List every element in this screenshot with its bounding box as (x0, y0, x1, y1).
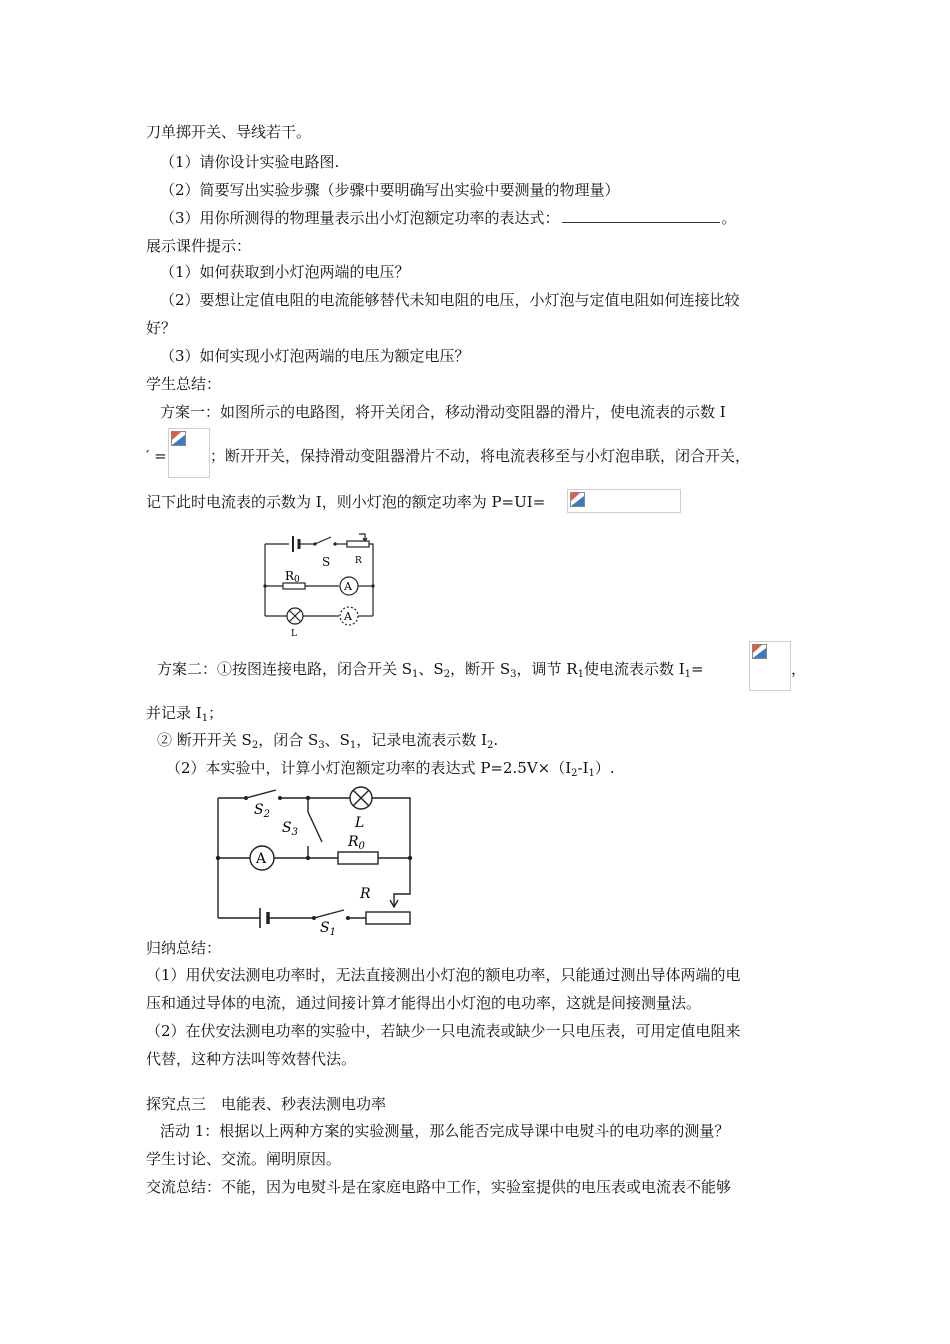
section-title: 探究点三 电能表、秒表法测电功率 (146, 1095, 387, 1113)
circuit-diagram-1 (255, 528, 385, 638)
plan-2-expression: （2）本实验中，计算小灯泡额定功率的表达式 $P=2.5V\times(I_2-I_1)$. (166, 759, 615, 779)
ammeter-label: A (344, 580, 352, 593)
summary-2: （2）在伏安法测电功率的实验中，若缺少一只电流表或缺少一只电压表，可用定值电阻来 (146, 1022, 741, 1040)
question-2: （2）简要写出实验步骤（步骤中要明确写出实验中要测量的物理量） (160, 181, 620, 199)
plan-1-result: 记下此时电流表的示数为 I，则小灯泡的额定功率为 P=UI= (146, 493, 546, 511)
text-line: 刀单掷开关、导线若干。 (146, 123, 312, 141)
formula-image (168, 428, 210, 478)
activity-1: 活动 1：根据以上两种方案的实验测量，那么能否完成导课中电熨斗的电功率的测量？ (160, 1122, 730, 1140)
plan-2-step-2: ② 断开开关 $S_2$，闭合 $S_3$、$S_1$，记录电流表示数 $I_2$. (157, 731, 499, 751)
rheostat-label: R (355, 556, 362, 566)
hint-3: （3）如何实现小灯泡两端的电压为额定电压？ (160, 347, 470, 365)
switch-s2-label: $S_2$ (254, 802, 270, 820)
lamp-label: L (355, 815, 365, 831)
comma: ， (791, 660, 807, 678)
plan-2-step-1: 方案二：①按图连接电路，闭合开关 $S_1$、$S_2$，断开 $S_3$，调节 $R_1$使电流表示数 $I_1=$ (157, 660, 704, 680)
exchange-summary: 交流总结：不能，因为电熨斗是在家庭电路中工作，实验室提供的电压表或电流表不能够 (146, 1178, 732, 1196)
ammeter-label: A (256, 851, 267, 867)
circuit-diagram-2 (210, 782, 420, 938)
plan-1-prime: ′ = (146, 447, 167, 465)
section-heading: 学生总结： (146, 375, 222, 393)
question-3 (160, 208, 737, 228)
rheostat-label: R (360, 886, 371, 902)
formula-image (749, 641, 791, 691)
plan-1-text: 方案一：如图所示的电路图，将开关闭合，移动滑动变阻器的滑片，使电流表的示数 I (160, 403, 726, 421)
discussion: 学生讨论、交流。阐明原因。 (146, 1150, 342, 1168)
image-placeholder-icon (171, 431, 186, 446)
image-placeholder-icon (570, 492, 585, 507)
formula-image (567, 489, 681, 513)
ammeter-label-dashed: A (344, 610, 352, 623)
question-3-text: （3）用你所测得的物理量表示出小灯泡额定功率的表达式： (160, 209, 560, 227)
hint-2: （2）要想让定值电阻的电流能够替代未知电阻的电压，小灯泡与定值电阻如何连接比较 (160, 291, 740, 309)
plan-1-text-cont: ；断开开关，保持滑动变阻器滑片不动，将电流表移至与小灯泡串联，闭合开关， (210, 447, 751, 465)
lamp-label: L (291, 629, 297, 639)
hint-2-cont: 好？ (146, 319, 177, 337)
period: 。 (721, 209, 737, 227)
image-placeholder-icon (752, 644, 767, 659)
summary-1-cont: 压和通过导体的电流，通过间接计算才能得出小灯泡的电功率，这就是间接测量法。 (146, 994, 702, 1012)
switch-label: S (322, 555, 331, 569)
question-1: （1）请你设计实验电路图. (160, 153, 340, 171)
section-heading: 展示课件提示： (146, 237, 252, 255)
switch-s1-label: $S_1$ (320, 920, 336, 938)
switch-s3-label: $S_3$ (282, 820, 298, 838)
answer-blank (562, 208, 720, 223)
summary-1: （1）用伏安法测电功率时，无法直接测出小灯泡的额电功率，只能通过测出导体两端的电 (146, 966, 741, 984)
hint-1: （1）如何获取到小灯泡两端的电压？ (160, 263, 410, 281)
summary-2-cont: 代替，这种方法叫等效替代法。 (146, 1050, 357, 1068)
resistor-r0-label: $R_0$ (348, 834, 365, 852)
resistor-label: R0 (285, 569, 300, 585)
section-heading: 归纳总结： (146, 939, 222, 957)
plan-2-record: 并记录 $I_1$； (146, 704, 224, 724)
